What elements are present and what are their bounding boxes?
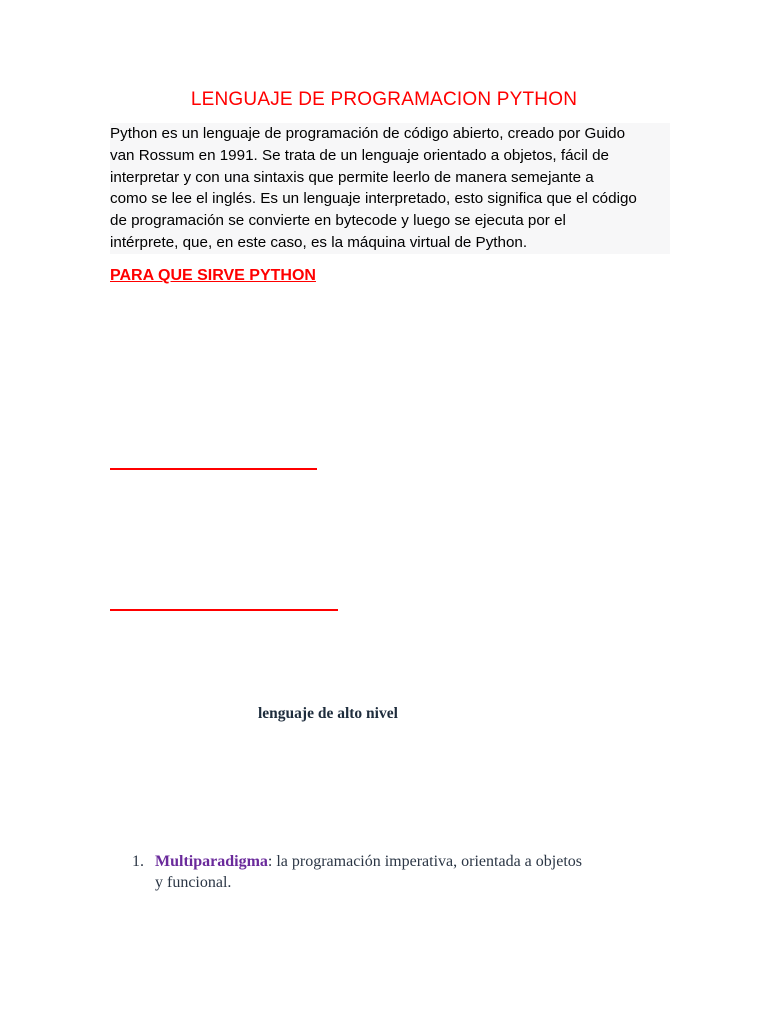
intro-line: Python es un lenguaje de programación de código abierto, creado por Guido	[110, 125, 626, 142]
subtitle: lenguaje de alto nivel	[258, 705, 398, 722]
intro-line: van Rossum en 1991. Se trata de un lenguaje orientado a objetos, fácil de	[110, 146, 609, 164]
red-underline-divider	[110, 609, 338, 611]
list-number: 1.	[132, 853, 144, 870]
list-item	[155, 851, 672, 893]
list-item-term: Multiparadigma	[155, 853, 268, 870]
intro-line: interpretar y con una sintaxis que permite leerlo de manera semejante a	[110, 168, 594, 186]
list-item-continuation: y funcional.	[155, 874, 232, 891]
list-item-text: : la programación imperativa, orientada a objetos	[267, 853, 582, 870]
intro-line: como se lee el inglés. Es un lenguaje interpretado, esto significa que el código	[110, 190, 637, 208]
numbered-list	[132, 851, 672, 893]
intro-line: de programación se convierte en bytecode y luego se ejecuta por el	[110, 212, 566, 230]
intro-paragraph	[110, 123, 670, 254]
page-title: LENGUAJE DE PROGRAMACION PYTHON	[190, 89, 578, 110]
intro-line: intérprete, que, en este caso, es la máquina virtual de Python.	[110, 233, 528, 251]
section-heading: PARA QUE SIRVE PYTHON	[110, 267, 316, 284]
red-underline-divider	[110, 468, 317, 470]
